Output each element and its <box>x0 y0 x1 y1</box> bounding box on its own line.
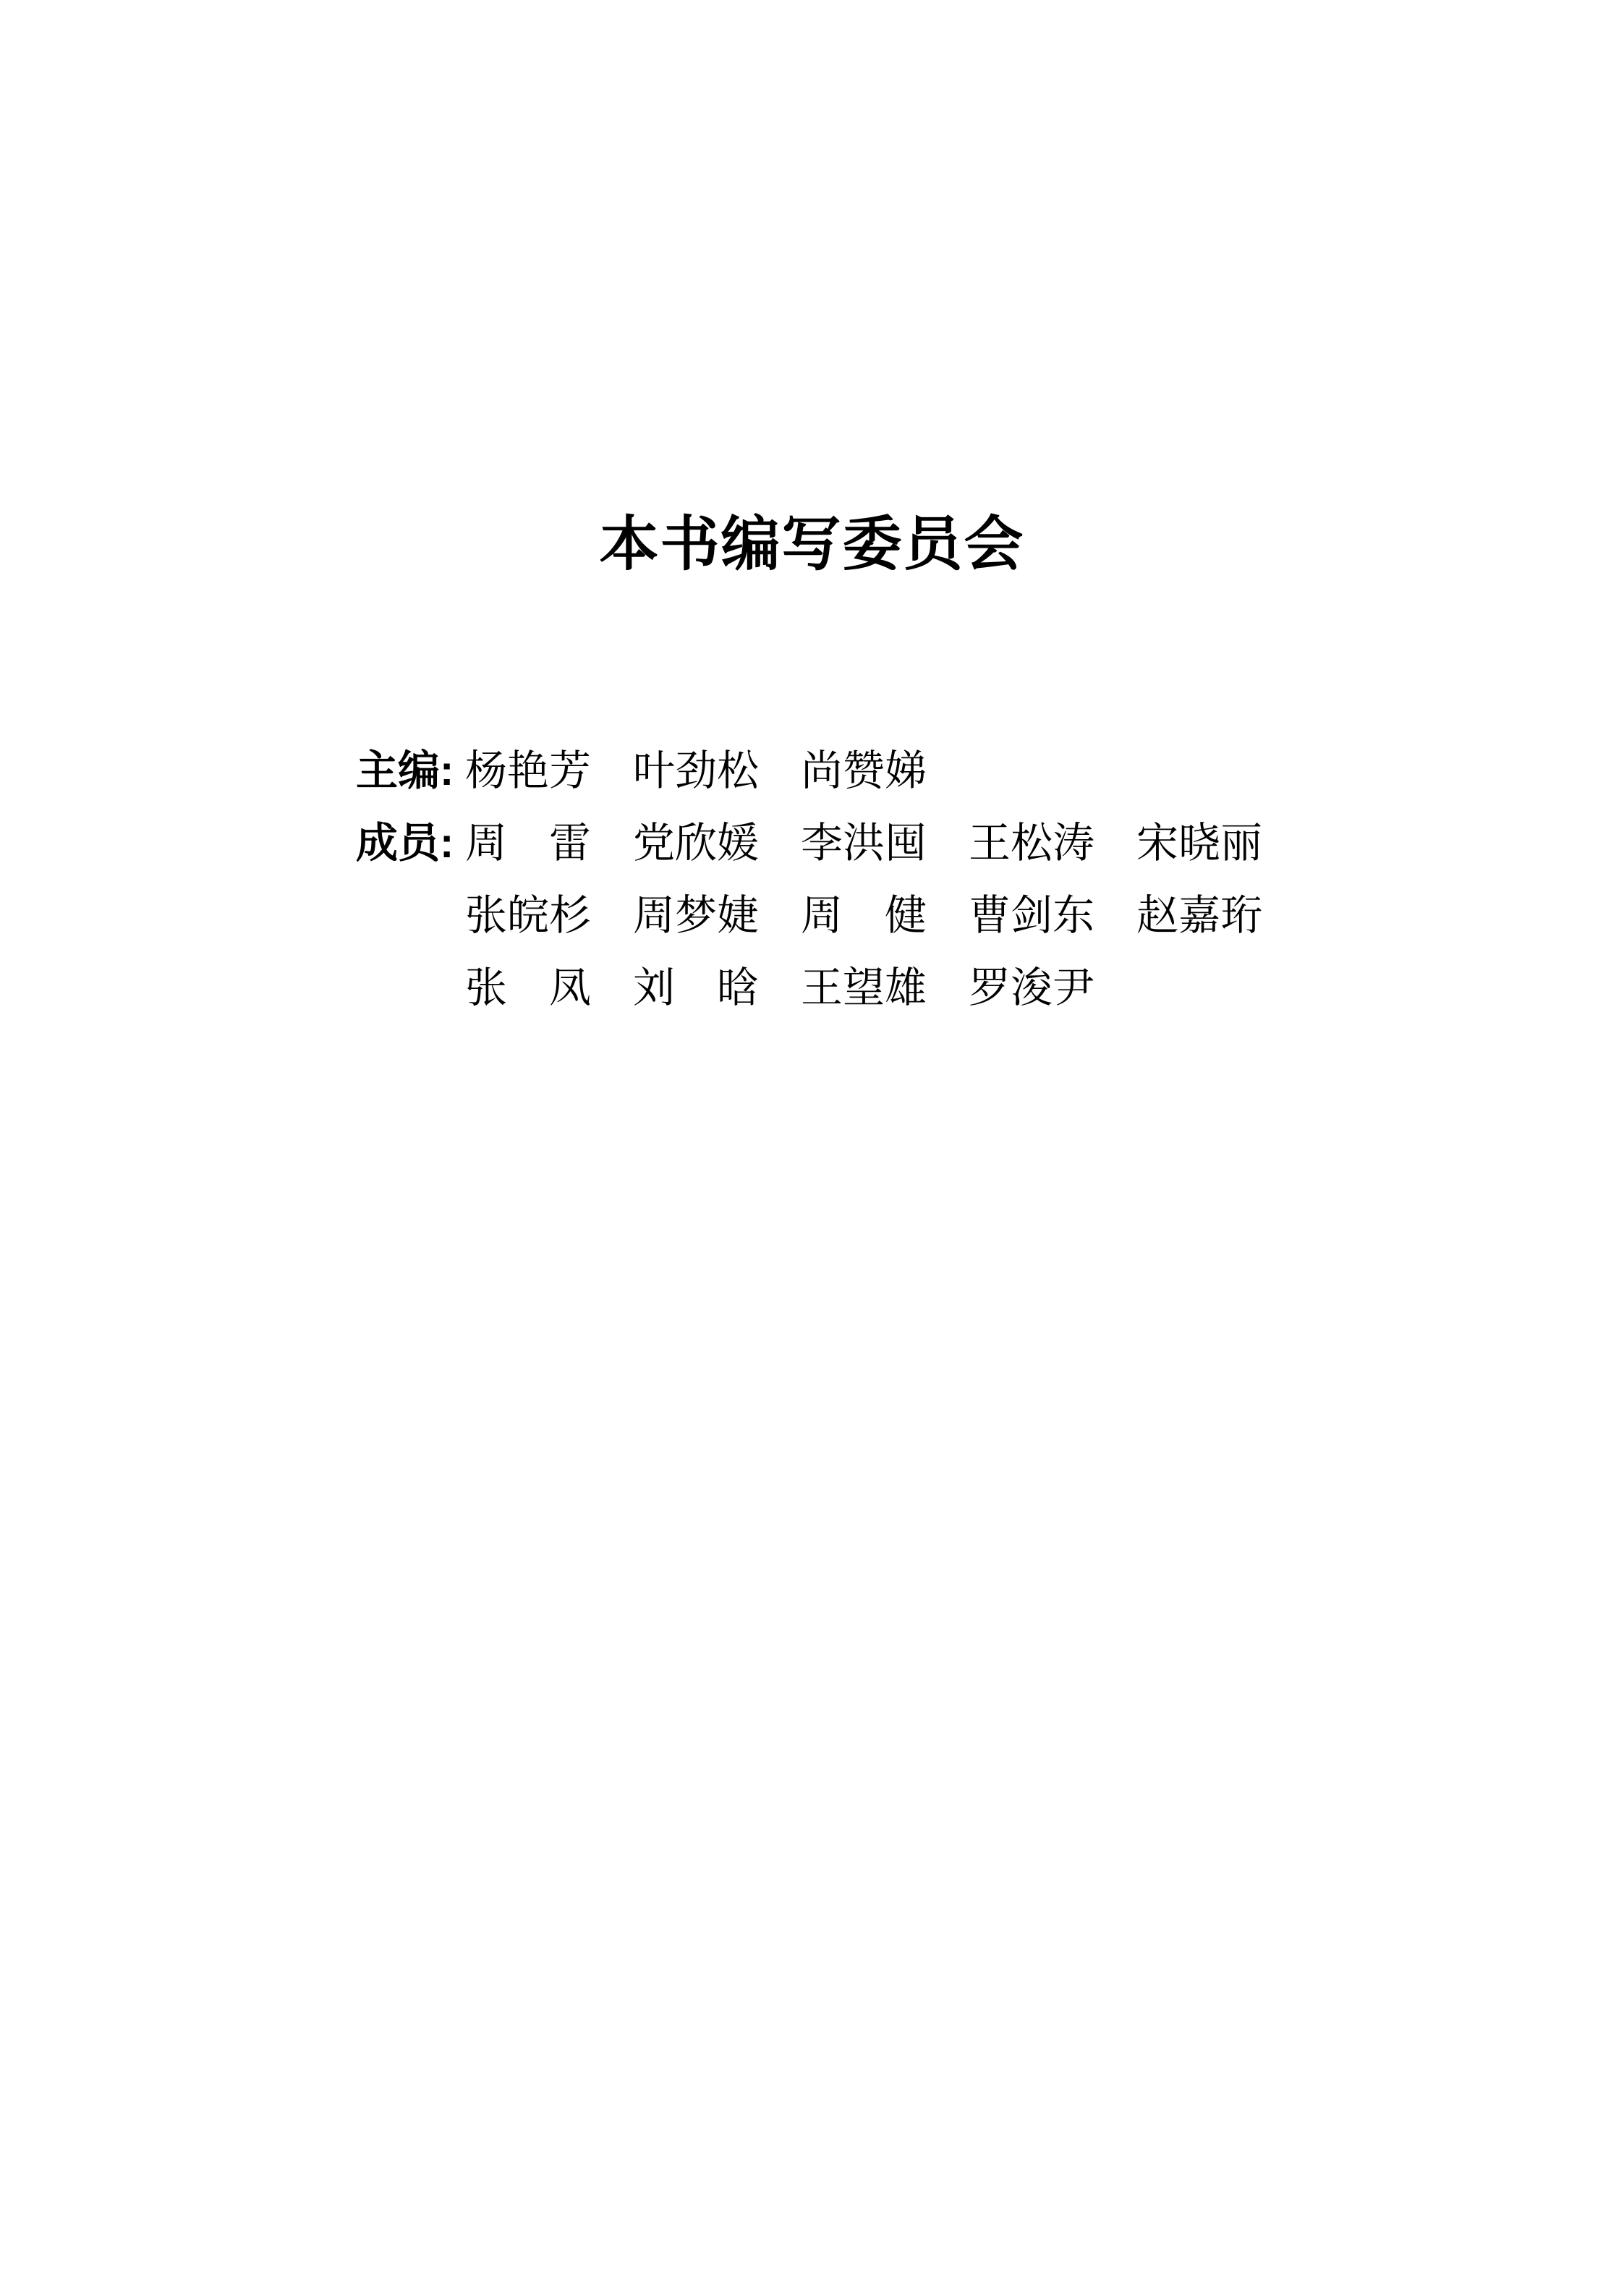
committee-row-members-1 <box>356 807 1262 880</box>
chief-editor-names: 杨艳芳 叶劲松 尚赞娣 <box>465 747 927 794</box>
committee-row-members-2 <box>356 880 1262 952</box>
page-title: 本书编写委员会 <box>599 511 1025 577</box>
member-names-line-3: 张 凤 刘 晗 王望雄 罗浚尹 <box>465 964 1095 1011</box>
committee-list <box>356 735 1262 1024</box>
member-names-line-2: 张皖杉 周梦婕 周 健 曹剑东 赵嘉珩 <box>465 892 1263 939</box>
member-names-line-1: 周 雷 党欣媛 李洪囤 王松涛 宋晓丽 <box>465 820 1263 867</box>
committee-row-chief-editors <box>356 735 1262 807</box>
chief-editor-label: 主编: <box>356 747 454 794</box>
members-label: 成员: <box>356 820 454 867</box>
committee-row-members-3 <box>356 952 1262 1024</box>
